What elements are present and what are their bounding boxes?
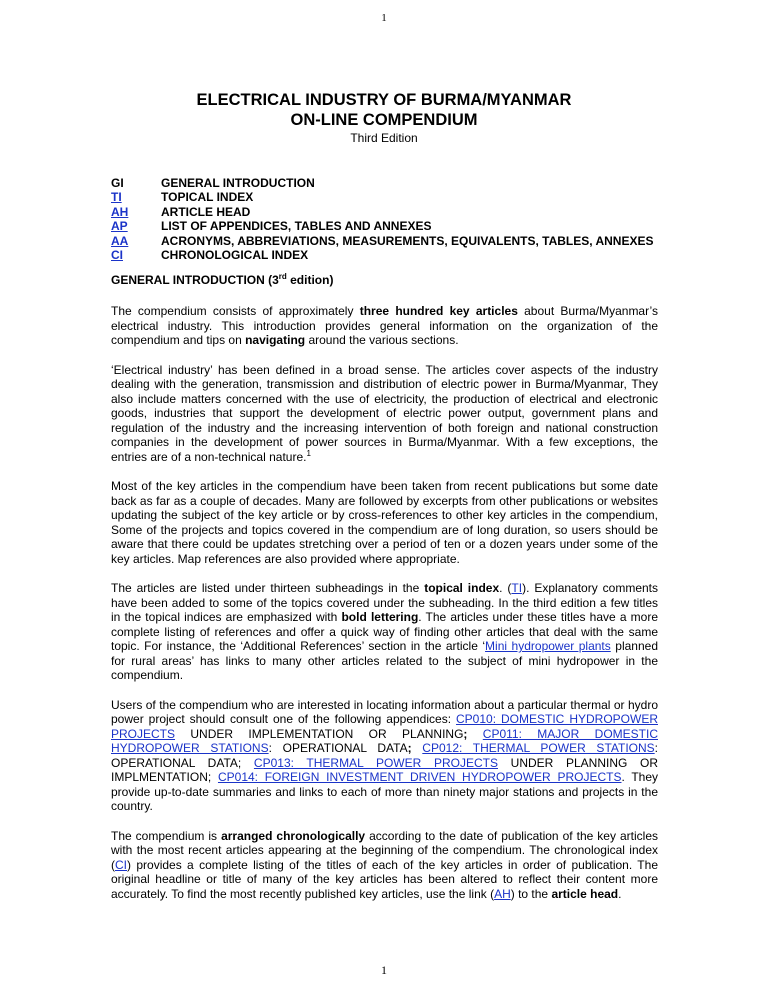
toc-code: GI <box>111 176 124 190</box>
toc-label: ACRONYMS, ABBREVIATIONS, MEASUREMENTS, EQUIVALENTS, TABLES, ANNEXES <box>161 233 654 248</box>
document-title <box>0 90 768 130</box>
section-heading: GENERAL INTRODUCTION (3rd edition) <box>111 272 334 287</box>
toc-item-gi <box>111 176 653 190</box>
link-cp013[interactable]: CP013: THERMAL POWER PROJECTS <box>253 755 498 770</box>
toc-item-ti[interactable] <box>111 190 653 204</box>
paragraph-3: Most of the key articles in the compendium have been taken from recent publications but some date back as far as a couple of decades. Many are followed by excerpts from other publications or websites updating the subject of the key article or by cross-references to other key articles in the compendium, Some of the projects and topics covered in the compendium are of long duration, so users should be aware that there could be updates stretching over a period of ten or a dozen years under some of the key articles. Map references are also provided where appropriate. <box>111 479 658 566</box>
link-chronological-index[interactable]: CI <box>115 857 127 872</box>
title-line-1: ELECTRICAL INDUSTRY OF BURMA/MYANMAR <box>196 91 572 109</box>
toc-link-ci[interactable]: CI <box>111 248 123 263</box>
paragraph-6: The compendium is arranged chronologically according to the date of publication of the key articles with the most recent articles appearing at the beginning of the compendium. The chronological index (CI) provides a complete listing of the titles of each of the key articles in order of publication. The original headline or title of many of the key articles has been altered to reflect their content more accurately. To find the most recently published key articles, use the link (AH) to the article head. <box>111 828 658 901</box>
toc-label: ARTICLE HEAD <box>161 204 251 219</box>
link-topical-index[interactable]: TI <box>511 581 523 595</box>
toc-label: GENERAL INTRODUCTION <box>161 176 315 190</box>
toc-label: TOPICAL INDEX <box>161 190 254 205</box>
title-line-2: ON-LINE COMPENDIUM <box>290 111 478 129</box>
article-body <box>111 304 658 916</box>
link-cp012[interactable]: CP012: THERMAL POWER STATIONS <box>422 741 655 755</box>
toc-label: LIST OF APPENDICES, TABLES AND ANNEXES <box>161 219 432 234</box>
toc-link-aa[interactable]: AA <box>111 233 129 248</box>
toc-item-ah[interactable] <box>111 205 653 219</box>
page-number-top: 1 <box>381 12 387 24</box>
link-cp011[interactable]: CP011: MAJOR DOMESTIC HYDROPOWER STATIONS <box>111 726 658 755</box>
toc-link-ti[interactable]: TI <box>111 190 122 205</box>
toc-link-ah[interactable]: AH <box>111 204 129 219</box>
paragraph-1: The compendium consists of approximately three hundred key articles about Burma/Myanmar’s electrical industry. This introduction provides general information on the organization of the compendium and tips on navigating around the various sections. <box>111 304 658 347</box>
table-of-contents <box>111 176 653 262</box>
link-mini-hydropower[interactable]: Mini hydropower plants <box>485 639 611 653</box>
toc-link-ap[interactable]: AP <box>111 219 128 234</box>
link-cp014[interactable]: CP014: FOREIGN INVESTMENT DRIVEN HYDROPOWER PROJECTS <box>217 770 622 784</box>
toc-label: CHRONOLOGICAL INDEX <box>161 248 309 263</box>
edition-label: Third Edition <box>350 131 418 145</box>
toc-item-ci[interactable] <box>111 248 653 262</box>
paragraph-5: Users of the compendium who are interested in locating information about a particular thermal or hydro power project should consult one of the following appendices: CP010: DOMESTIC HYDROPOWER PROJECTS UNDER IMPLEMENTATION OR PLANNING; CP011: MAJOR DOMESTIC HYDROPOWER STATIONS: OPERATIONAL DATA; CP012: THERMAL POWER STATIONS: OPERATIONAL DATA; CP013: THERMAL POWER PROJECTS UNDER PLANNING OR IMPLMENTATION; CP014: FOREIGN INVESTMENT DRIVEN HYDROPOWER PROJECTS. They provide up-to-date summaries and links to each of more than ninety major stations and projects in the country. <box>111 697 659 813</box>
footnote-marker: 1 <box>306 448 311 458</box>
link-article-head[interactable]: AH <box>494 886 511 901</box>
toc-item-ap[interactable] <box>111 219 653 233</box>
paragraph-2: ‘Electrical industry’ has been defined in a broad sense. The articles cover aspects of the industry dealing with the generation, transmission and distribution of electric power in Burma/Myanmar, They also include matters concerned with the use of electricity, the production of electrical and electronic goods, industries that support the development of electric power output, government plans and regulation of the industry and the increasing intervention of both foreign and national construction companies in the development of power sources in Burma/Myanmar. With a few exceptions, the entries are of a non-technical nature.$^1$ <box>111 362 658 464</box>
link-cp010[interactable]: CP010: DOMESTIC HYDROPOWER PROJECTS <box>111 712 658 741</box>
page-number-bottom: 1 <box>381 963 387 977</box>
paragraph-4: The articles are listed under thirteen subheadings in the topical index. (TI). Explanatory comments have been added to some of the topics covered under the subheading. In the third edition a few titles in the topical indices are emphasized with bold lettering. The articles under these titles have a more complete listing of references and offer a quick way of finding other articles that deal with the same topic. For instance, the ‘Additional References’ section in the article ‘Mini hydropower plants planned for rural areas’ has links to many other articles related to the subject of mini hydropower in the compendium. <box>111 581 658 682</box>
toc-item-aa[interactable] <box>111 234 653 248</box>
